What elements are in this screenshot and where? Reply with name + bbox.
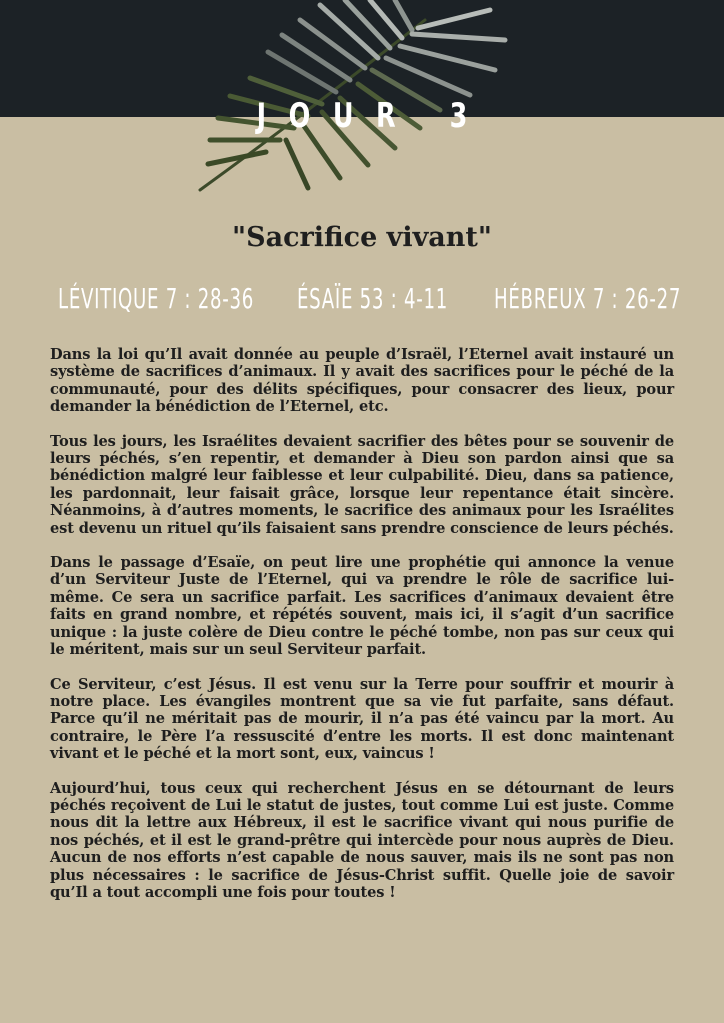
paragraph: Ce Serviteur, c’est Jésus. Il est venu sur la Terre pour souffrir et mourir à notre place. Les évangiles montrent que sa vie fut parfaite, sans défaut. Parce qu’il ne méritait pas de mourir, il n’a pas été vaincu par la mort. Au contraire, le Père l’a ressuscité d’entre les morts. Il est donc maintenant vivant et le péché et la mort sont, eux, vaincus ! xyxy=(50,675,674,763)
reference-leviticus: LÉVITIQUE 7 : 28-36 xyxy=(58,282,255,315)
reference-isaiah: ÉSAÏE 53 : 4-11 xyxy=(297,282,448,315)
reference-hebrews: HÉBREUX 7 : 26-27 xyxy=(494,282,682,315)
paragraph: Dans le passage d’Esaïe, on peut lire une prophétie qui annonce la venue d’un Serviteur Juste de l’Eternel, qui va prendre le rôle de sacrifice lui-même. Ce sera un sacrifice parfait. Les sacrifices d’animaux devaient être faits en grand nombre, et répétés souvent, mais ici, il s’agit d’un sacrifice unique : la juste colère de Dieu contre le péché tombe, non pas sur ceux qui le méritent, mais sur un seul Serviteur parfait. xyxy=(50,554,674,659)
scripture-references xyxy=(0,282,724,322)
paragraph: Aujourd’hui, tous ceux qui recherchent Jésus en se détournant de leurs péchés reçoivent de Lui le statut de justes, tout comme Lui est juste. Comme nous dit la lettre aux Hébreux, il est le sacrifice vivant qui nous purifie de nos péchés, et il est le grand-prêtre qui intercède pour nous auprès de Dieu. Aucun de nos efforts n’est capable de nous sauver, mais ils ne sont pas non plus nécessaires : le sacrifice de Jésus-Christ suffit. Quelle joie de savoir qu’Il a tout accompli une fois pour toutes ! xyxy=(50,779,674,901)
devotional-text xyxy=(50,346,674,918)
day-title: JOUR 3 xyxy=(256,96,490,136)
paragraph: Tous les jours, les Israélites devaient sacrifier des bêtes pour se souvenir de leurs péchés, s’en repentir, et demander à Dieu son pardon ainsi que sa bénédiction malgré leur faiblesse et leur culpabilité. Dieu, dans sa patience, les pardonnait, leur faisait grâce, lorsque leur repentance était sincère. Néanmoins, à d’autres moments, le sacrifice des animaux pour les Israélites est devenu un rituel qu’ils faisaient sans prendre conscience de leurs péchés. xyxy=(50,432,674,537)
page-subtitle: "Sacrifice vivant" xyxy=(232,222,492,253)
paragraph: Dans la loi qu’Il avait donnée au peuple d’Israël, l’Eternel avait instauré un système de sacrifices d’animaux. Il y avait des sacrifices pour le péché de la communauté, pour des délits spécifiques, pour consacrer des lieux, pour demander la bénédiction de l’Eternel, etc. xyxy=(50,346,674,416)
